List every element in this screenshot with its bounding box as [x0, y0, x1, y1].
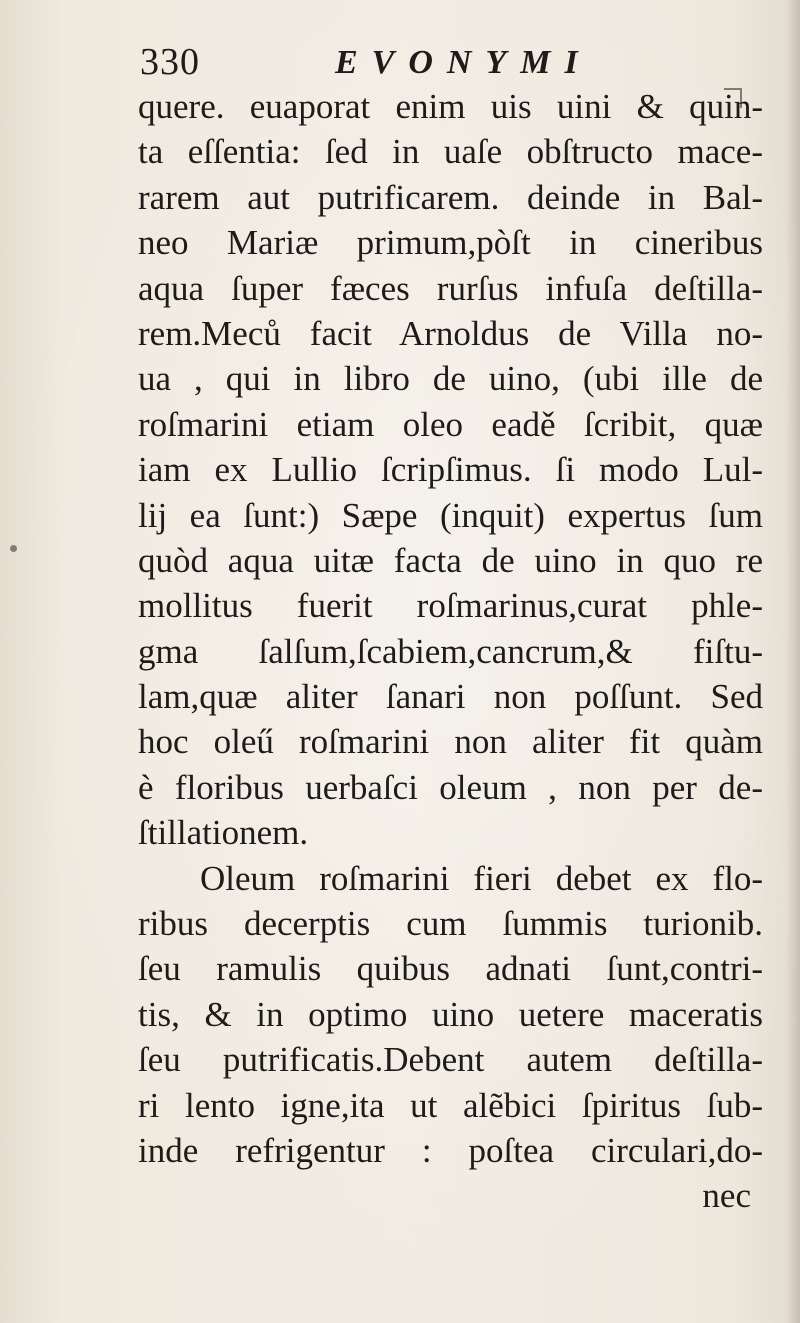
text-line: rarem aut putrificarem. deinde in Bal- — [138, 177, 763, 217]
margin-ink-spot — [10, 545, 17, 552]
text-line: ri lento igne,ita ut alẽbici ſpiritus ſub- — [138, 1085, 763, 1125]
page-number: 330 — [140, 41, 200, 83]
catchword: nec — [702, 1176, 751, 1216]
text-line: inde refrigentur : poſtea circulari,do- — [138, 1130, 763, 1170]
paragraph-start-line: Oleum roſmarini fieri debet ex flo- — [200, 858, 763, 898]
text-line: quere. euaporat enim uis uini & quin- — [138, 87, 763, 126]
text-line: hoc oleű roſmarini non aliter fit quàm — [138, 722, 763, 762]
text-line: quòd aqua uitæ facta de uino in quo re — [138, 540, 763, 580]
text-line: neo Mariæ primum,pòſt in cineribus — [138, 223, 763, 263]
text-line: lij ea ſunt:) Sæpe (inquit) expertus ſum — [138, 495, 763, 535]
text-line: roſmarini etiam oleo eadě ſcribit, quæ — [138, 404, 763, 444]
text-line: aqua ſuper fæces rurſus infuſa deſtilla- — [138, 268, 763, 308]
text-line: è floribus uerbaſci oleum , non per de- — [138, 767, 763, 807]
text-line: iam ex Lullio ſcripſimus. ſi modo Lul- — [138, 450, 763, 490]
text-line: ta eſſentia: ſed in uaſe obſtructo mace- — [138, 132, 763, 172]
text-line: ua , qui in libro de uino, (ubi ille de — [138, 359, 763, 399]
text-line: gma ſalſum,ſcabiem,cancrum,& fiſtu- — [138, 631, 763, 671]
page-header — [140, 40, 760, 90]
page-edge-shadow — [786, 0, 800, 1323]
text-line: ſeu putrificatis.Debent autem deſtilla- — [138, 1040, 763, 1080]
text-line: ribus decerptis cum ſummis turionib. — [138, 904, 763, 944]
body-text — [138, 84, 763, 1219]
text-line: rem.Meců facit Arnoldus de Villa no- — [138, 313, 763, 353]
text-line: mollitus fuerit roſmarinus,curat phle- — [138, 586, 763, 626]
text-line: ſeu ramulis quibus adnati ſunt,contri- — [138, 949, 763, 989]
text-line: tis, & in optimo uino uetere maceratis — [138, 994, 763, 1034]
text-line: lam,quæ aliter ſanari non poſſunt. Sed — [138, 677, 763, 717]
text-line: ſtillationem. — [138, 813, 309, 853]
running-title: EVONYMI — [335, 44, 592, 81]
